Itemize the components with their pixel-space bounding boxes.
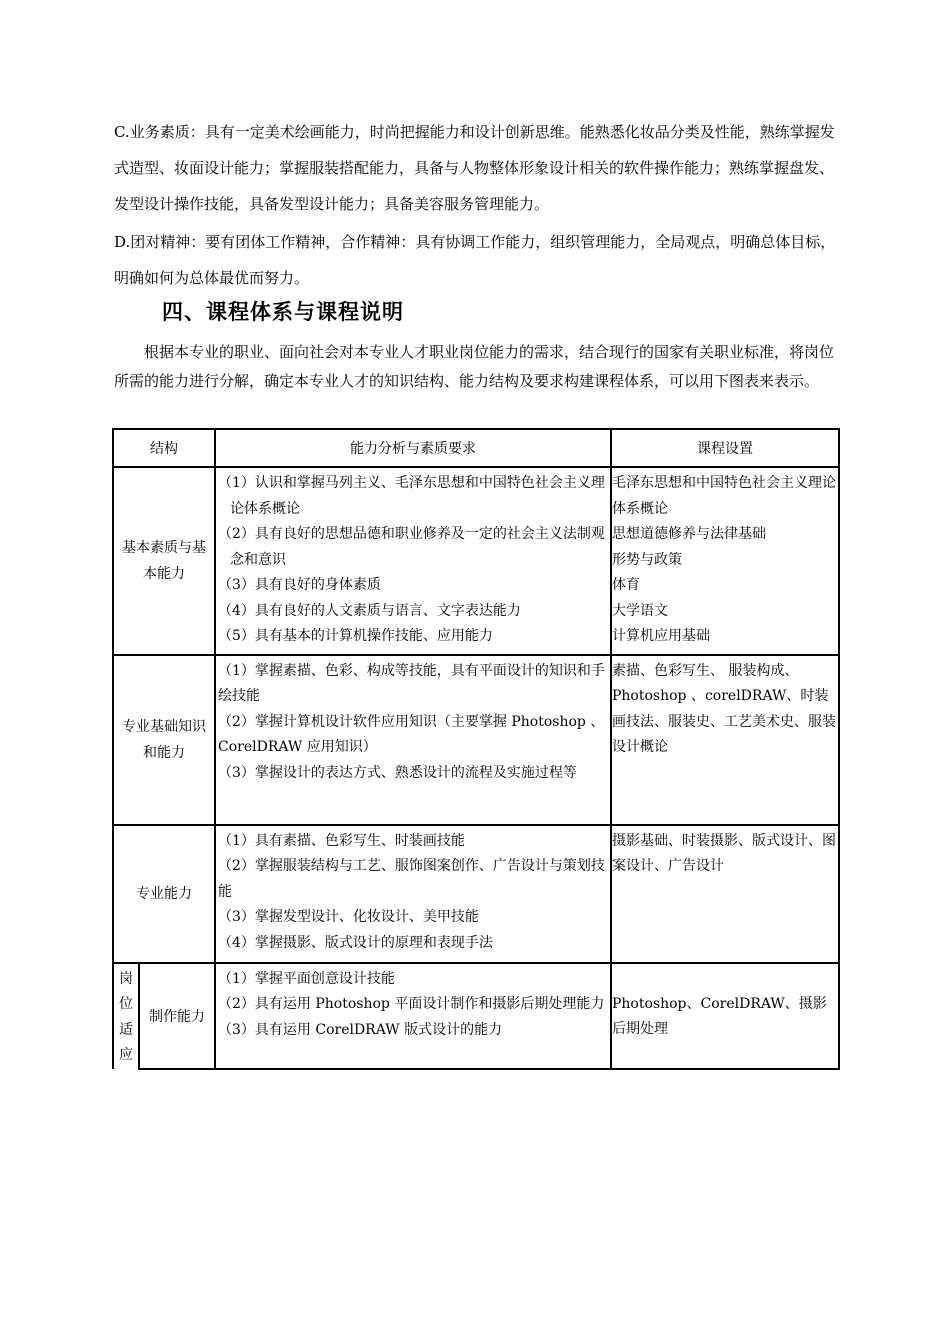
table-header-row — [113, 429, 839, 467]
header-course: 课程设置 — [611, 429, 839, 467]
row-category: 专业基础知识和能力 — [113, 655, 215, 825]
row-abilities — [215, 963, 611, 1069]
ability-item: （1）认识和掌握马列主义、毛泽东思想和中国特色社会主义理论体系概论 — [218, 475, 605, 517]
paragraph-c: C.业务素质：具有一定美术绘画能力，时尚把握能力和设计创新思维。能熟悉化妆品分类及性能，熟练掌握发式造型、妆面设计能力；掌握服装搭配能力，具备与人物整体形象设计相关的软件操作能力；熟练掌握盘发、发型设计操作技能，具备发型设计能力；具备美容服务管理能力。 — [114, 123, 835, 213]
ability-item: （3）掌握发型设计、化妆设计、美甲技能 — [218, 909, 479, 925]
course-item: 计算机应用基础 — [612, 628, 710, 644]
header-structure: 结构 — [113, 429, 215, 467]
course-item: 形势与政策 — [612, 551, 682, 568]
course-item: 素描、色彩写生、 服装构成、Photoshop 、corelDRAW、时装画技法、服装史、工艺美术史、服装设计概论 — [612, 662, 836, 755]
row-courses — [611, 825, 839, 963]
row-category: 专业能力 — [113, 825, 215, 963]
ability-item: （4）掌握摄影、版式设计的原理和表现手法 — [218, 934, 493, 951]
header-ability: 能力分析与素质要求 — [215, 429, 611, 467]
ability-item: （1）具有素描、色彩写生、时装画技能 — [218, 832, 465, 849]
row-category-vertical: 岗位适应 — [113, 963, 139, 1069]
course-item: Photoshop、CorelDRAW、摄影后期处理 — [612, 995, 827, 1037]
table-row — [113, 825, 839, 963]
course-item: 大学语文 — [612, 602, 668, 619]
row-abilities — [215, 467, 611, 655]
ability-item: （3）掌握设计的表达方式、熟悉设计的流程及实施过程等 — [218, 764, 577, 781]
ability-item: （4）具有良好的人文素质与语言、文字表达能力 — [218, 602, 521, 619]
ability-item: （2）具有运用 Photoshop 平面设计制作和摄影后期处理能力 — [218, 996, 605, 1012]
ability-item: （2）具有良好的思想品德和职业修养及一定的社会主义法制观念和意识 — [218, 526, 605, 568]
table-row — [113, 655, 839, 825]
ability-item: （2）掌握服装结构与工艺、服饰图案创作、广告设计与策划技能 — [218, 858, 605, 900]
ability-item: （2）掌握计算机设计软件应用知识（主要掌握 Photoshop 、CorelDRAW 应用知识） — [218, 713, 605, 755]
course-item: 体育 — [612, 577, 640, 593]
ability-item: （5）具有基本的计算机操作技能、应用能力 — [218, 628, 493, 644]
ability-item: （1）掌握平面创意设计技能 — [218, 970, 395, 987]
table-row — [113, 467, 839, 655]
course-item: 毛泽东思想和中国特色社会主义理论体系概论 — [612, 475, 836, 517]
ability-item: （3）具有运用 CorelDRAW 版式设计的能力 — [218, 1021, 503, 1038]
course-item: 摄影基础、时装摄影、版式设计、图案设计、广告设计 — [612, 832, 836, 874]
ability-item: （3）具有良好的身体素质 — [218, 577, 381, 593]
course-item: 思想道德修养与法律基础 — [612, 526, 766, 542]
course-table — [112, 428, 840, 1070]
row-abilities — [215, 825, 611, 963]
row-abilities — [215, 655, 611, 825]
paragraph-d: D.团对精神：要有团体工作精神，合作精神：具有协调工作能力，组织管理能力，全局观点，明确总体目标，明确如何为总体最优而努力。 — [114, 233, 836, 287]
row-category: 基本素质与基本能力 — [113, 467, 215, 655]
row-subcategory: 制作能力 — [139, 963, 215, 1069]
section-heading: 四、课程体系与课程说明 — [162, 300, 404, 324]
table-row — [113, 963, 839, 1069]
row-courses — [611, 655, 839, 825]
row-courses — [611, 963, 839, 1069]
ability-item: （1）掌握素描、色彩、构成等技能，具有平面设计的知识和手绘技能 — [218, 662, 605, 704]
row-courses — [611, 467, 839, 655]
intro-paragraph: 根据本专业的职业、面向社会对本专业人才职业岗位能力的需求，结合现行的国家有关职业标准，将岗位所需的能力进行分解，确定本专业人才的知识结构、能力结构及要求构建课程体系，可以用下图表来表示。 — [114, 343, 835, 390]
